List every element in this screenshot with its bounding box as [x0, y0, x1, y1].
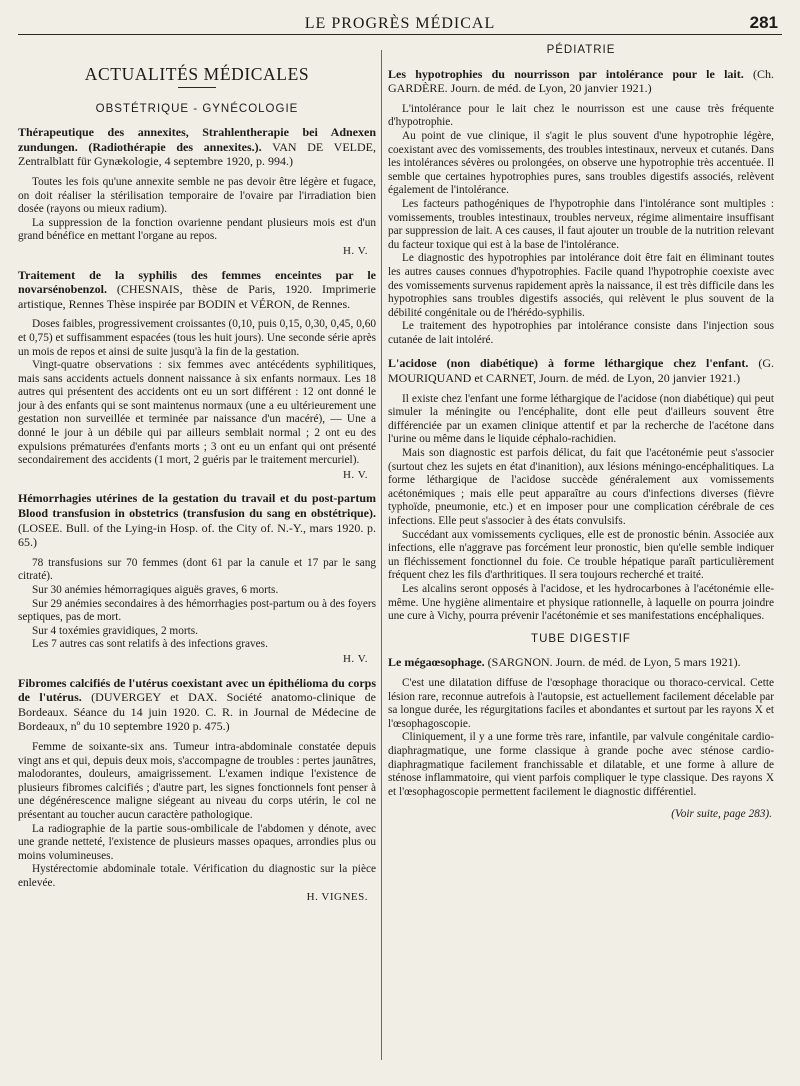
journal-title: LE PROGRÈS MÉDICAL — [304, 15, 496, 32]
article-hypotrophies — [388, 67, 774, 348]
article-body — [388, 677, 774, 799]
article-paragraph: Mais son diagnostic est parfois délicat, du fait que l'acétonémie peut s'associer (surtout chez les sujets en état d'inanition), aux lésions méningo-encéphalitiques. La forme léthargique de l'acidose succède généralement aux vomissements acétonémiques ; mais elle peut apparaître au cours d'infections diverses (fièvre typhoïde, pneumonie, etc.) et en imposer pour une complication cérébrale de ces infections. Elle peut s'associer à des états convulsifs. — [388, 447, 774, 527]
article-reference: (CHESNAIS, thèse de Paris, 1920. Imprimerie artistique, Rennes Thèse inspirée par BODIN et VÉRON, de Rennes. — [18, 282, 376, 311]
article-paragraph: C'est une dilatation diffuse de l'œsophage thoracique ou thoraco-cervical. Cette lésion rare, reconnue autrefois à l'autopsie, est actuellement facilement décelable par sa longue durée, les régurgitations faciles et abondantes et surtout par les rayons X et l'œsophagoscopie. — [388, 676, 774, 730]
article-paragraph: Succédant aux vomissements cycliques, elle est de pronostic bénin. Associée aux infections, elle n'aggrave pas forcément leur pronostic, bien qu'elle semble indiquer un fléchissement fonctionnel du foie. Ce trouble hépatique paraît particulièrement fréquent chez les fils d'arthritiques. Il sera toujours recherché et traité. — [388, 528, 774, 582]
article-paragraph: La radiographie de la partie sous-ombilicale de l'abdomen y dénote, avec une grande netteté, l'existence de plusieurs masses opaques, arrondies plus ou moins volumineuses. — [18, 822, 376, 862]
right-column — [388, 44, 774, 822]
article-fibromes — [18, 676, 376, 906]
article-reference: (LOSEE. Bull. of the Lying-in Hosp. of. the City of. N.-Y., mars 1920. p. 65.) — [18, 520, 376, 550]
article-signature: H. V. — [342, 244, 368, 257]
article-paragraph: Le diagnostic des hypotrophies par intolérance doit être fait en éliminant toutes les autres causes connues d'hypotrophies. Facile quand l'hypotrophie coexiste avec des vomissements survenus rapidement après la naissance, il est très difficile dans les hypotrophies sans troubles digestifs associés, qui relèvent le plus souvent de la débilité congénitale ou de l'hérédo-syphilis. — [388, 252, 774, 319]
article-acidose — [388, 356, 774, 623]
article-title: Traitement de la syphilis des femmes enceintes par le novarsénobenzol. — [18, 267, 376, 297]
article-paragraph: Hystérectomie abdominale totale. Vérification du diagnostic sur la pièce enlevée. — [18, 863, 376, 889]
article-paragraph: L'intolérance pour le lait chez le nourrisson est une cause très fréquente d'hypotrophie. — [388, 102, 774, 129]
article-paragraph: Il existe chez l'enfant une forme léthargique de l'acidose (non diabétique) qui peut simuler la méningite ou l'encéphalite, dont elle peut d'ailleurs souvent être différenciée par un examen clinique attentif et par la recherche de l'acétone dans l'urine ou même dans le liquide céphalo-rachidien. — [388, 392, 774, 446]
column-divider — [381, 50, 382, 1060]
article-title: Hémorrhagies utérines de la gestation du travail et du post-partum Blood transfusion in obstetrics (transfusion du sang en obstétrique). — [18, 491, 376, 521]
article-body — [18, 318, 376, 468]
article-reference: (DUVERGEY et DAX. Société anatomo-clinique de Bordeaux. Séance du 14 juin 1920. C. R. in Journal de Médecine de Bordeaux, nº du 10 septembre 1920 p. 475.) — [18, 690, 376, 734]
article-reference: VAN DE VELDE, Zentralblatt für Gynækologie, 4 septembre 1920, p. 994.) — [18, 139, 376, 169]
article-paragraph: Cliniquement, il y a une forme très rare, infantile, par valvule congénitale cardio-diaphragmatique, une forme classique à grande poche avec sténose cardio-diaphragmatique facilement franchissable et dilatable, et une forme à allure de sténose inflammatoire, qui vient parfois compliquer le type classique. Des rayons X et l'œsophagoscopie permettent facilement le diagnostic différentiel. — [388, 731, 774, 798]
article-syphilis — [18, 268, 376, 483]
page-number: 281 — [749, 13, 778, 32]
left-column — [18, 44, 376, 914]
article-paragraph: Le traitement des hypotrophies par intolérance consiste dans l'injection sous cutanée de lait intoléré. — [388, 320, 774, 346]
article-paragraph: Femme de soixante-six ans. Tumeur intra-abdominale constatée depuis vingt ans et qui, depuis deux mois, s'accompagne de troubles : pertes jaunâtres, malodorantes, douleurs, amaigrissement. L'examen indique l'existence de plusieurs fibromes calcifiés ; d'autre part, les signes fonctionnels font penser à une dégénérescence maligne siégeant au niveau du corps utérin, le col ne présentant au toucher aucun caractère pathologique. — [18, 740, 376, 821]
article-paragraph: Sur 4 toxémies gravidiques, 2 morts. — [32, 624, 198, 637]
article-heading — [18, 125, 376, 169]
article-paragraph: Toutes les fois qu'une annexite semble ne pas devoir être légère et fugace, on doit réaliser la stérilisation temporaire de l'ovaire par l'irradiation bien dosée (rayons ou mieux radium). — [18, 175, 376, 216]
article-title: L'acidose (non diabétique) à forme léthargique chez l'enfant. — [388, 356, 749, 371]
article-megaoesophage — [388, 655, 774, 799]
article-paragraph: Vingt-quatre observations : six femmes avec antécédents syphilitiques, mais sans accidents actuels donnent naissance à six enfants normaux. Les 18 autres qui présentent des accidents ont eu un sort différent : 12 ont donné le jour à des enfants qui se sont maintenus normaux (une a eu ultérieurement une gestation non surveillée et terminée par naissance d'un macéré), — Une a donné le jour à un débile qui par ailleurs semblait normal ; 2 ont eu des expulsions prématurées d'enfants morts ; 3 ont eu un enfant qui ont présenté secondairement des accidents (1 mort, 2 guéris par le traitement mercuriel). — [18, 359, 376, 467]
article-title: Fibromes calcifiés de l'utérus coexistant avec un épithélioma du corps de l'utérus. — [18, 675, 376, 705]
section-heading-obstetrique: OBSTÉTRIQUE - GYNÉCOLOGIE — [95, 102, 299, 115]
section-heading-pediatrie: PÉDIATRIE — [546, 44, 616, 56]
article-paragraph: Sur 29 anémies secondaires à des hémorrhagies post-partum ou à des foyers septiques, pas de mort. — [18, 597, 376, 624]
title-rule — [178, 87, 216, 88]
article-reference: (G. MOURIQUAND et CARNET, Journ. de méd. de Lyon, 20 janvier 1921.) — [388, 356, 774, 386]
article-body — [388, 103, 774, 348]
article-heading — [388, 655, 774, 670]
article-signature: H. VIGNES. — [306, 891, 368, 904]
article-heading — [18, 676, 376, 734]
article-title: Thérapeutique des annexites, Strahlentherapie bei Adnexen zundungen. (Radiothérapie des annexites.). — [18, 125, 376, 154]
article-body — [388, 393, 774, 624]
article-paragraph: Les alcalins seront opposés à l'acidose, et les hydrocarbones à l'acétonémie elle-même. Une hygiène alimentaire et physique rationnelle, à laquelle on pourra joindre une cure à Vichy, pourra prévenir l'acétonémie et ses manifestations encéphaliques. — [388, 582, 774, 623]
article-annexites — [18, 125, 376, 258]
section-heading-tube-digestif: TUBE DIGESTIF — [531, 632, 631, 645]
running-head — [18, 12, 782, 35]
article-reference: (SARGNON. Journ. de méd. de Lyon, 5 mars 1921). — [487, 655, 741, 670]
article-signature: H. V. — [342, 468, 368, 481]
article-heading — [388, 356, 774, 385]
article-heading — [18, 491, 376, 549]
article-paragraph: La suppression de la fonction ovarienne pendant plusieurs mois est d'un grand bénéfice en mettant l'organe au repos. — [18, 216, 376, 243]
article-signature: H. V. — [342, 652, 368, 665]
article-paragraph: Doses faibles, progressivement croissantes (0,10, puis 0,15, 0,30, 0,45, 0,60 et 0,75) et suffisamment espacées (tous les huit jours). Une seconde série après un mois de repos et ainsi de suite jusqu'à la fin de la gestation. — [18, 318, 376, 358]
article-paragraph: Au point de vue clinique, il s'agit le plus souvent d'une hypotrophie légère, coexistant avec des vomissements, des troubles intestinaux, nerveux et cutanés. Dans les intolérances sévères ou prolongées, on observe une hypotrophie très accentuée. Il semble que certaines hypotrophies pures, sans troubles digestifs associés, relèvent également de l'intolérance. — [388, 129, 774, 197]
article-hemorrhagies — [18, 491, 376, 666]
article-body — [18, 176, 376, 244]
article-heading — [388, 67, 774, 96]
article-paragraph: 78 transfusions sur 70 femmes (dont 61 par la canule et 17 par le sang citraté). — [18, 556, 376, 583]
main-title: ACTUALITÉS MÉDICALES — [84, 64, 310, 84]
article-body — [18, 741, 376, 891]
article-title: Les hypotrophies du nourrisson par intolérance pour le lait. — [388, 66, 744, 81]
article-paragraph: Sur 30 anémies hémorragiques aiguës graves, 6 morts. — [32, 584, 279, 596]
article-title: Le mégaœsophage. — [388, 655, 485, 670]
article-paragraph: Les 7 autres cas sont relatifs à des infections graves. — [32, 638, 268, 651]
continuation-note: (Voir suite, page 283). — [671, 808, 772, 821]
article-paragraph: Les facteurs pathogéniques de l'hypotrophie dans l'intolérance sont multiples : vomissements, troubles intestinaux, troubles nerveux, régime alimentaire insuffisant par suppression de lait. A ces causes, il faut ajouter un trouble de la nutrition relevant du facteur toxique qui est à la base de l'intolérance. — [388, 197, 774, 251]
article-reference: (Ch. GARDÈRE. Journ. de méd. de Lyon, 20 janvier 1921.) — [388, 66, 775, 96]
article-heading — [18, 268, 376, 312]
article-body — [18, 557, 376, 652]
